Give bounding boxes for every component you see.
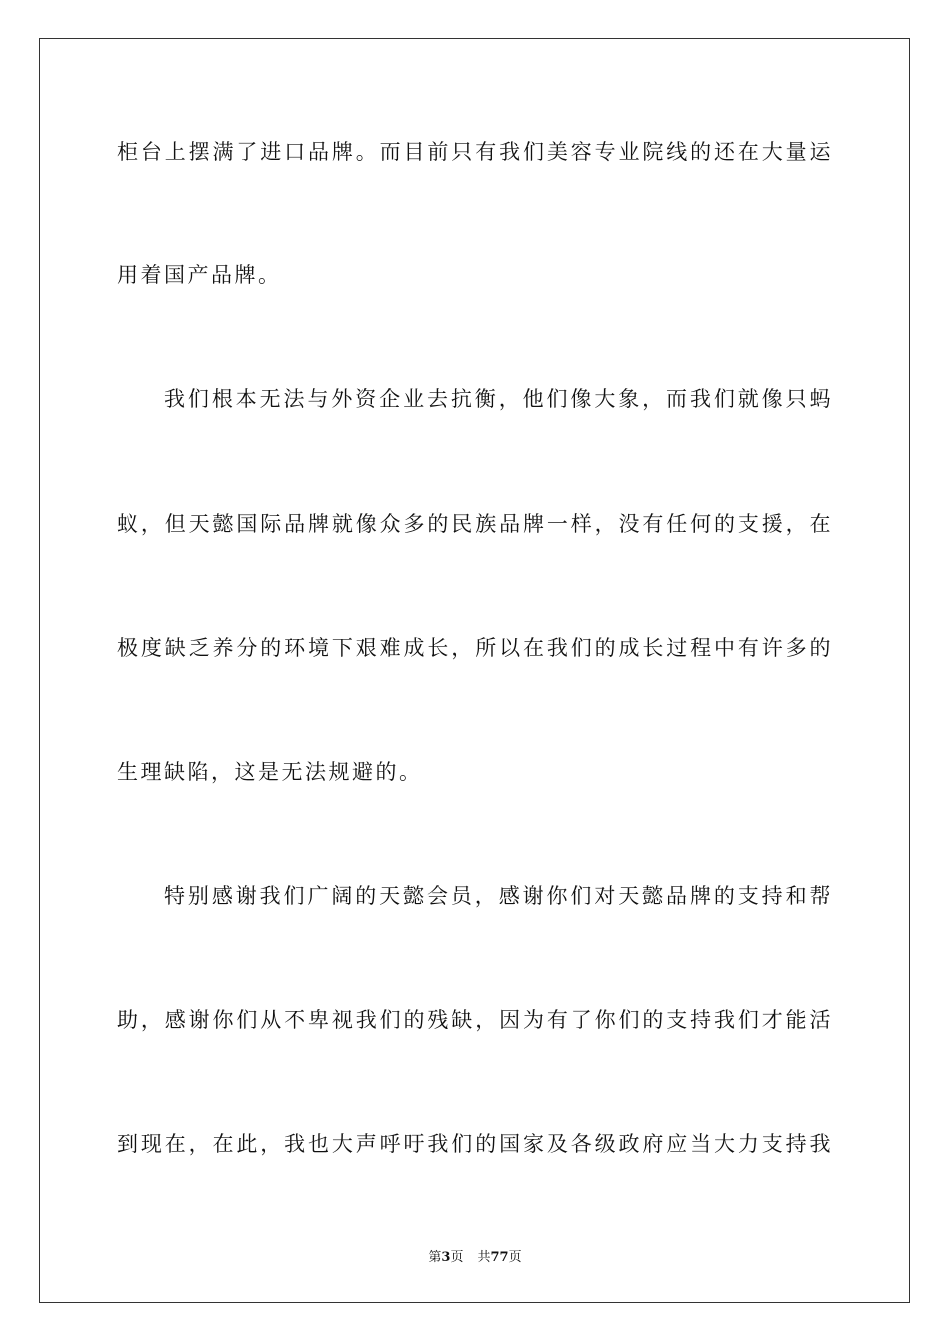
footer-total-pages: 77 xyxy=(490,1250,509,1265)
page-footer xyxy=(0,1246,950,1265)
footer-total-prefix: 共 xyxy=(477,1250,491,1265)
text-line: 柜台上摆满了进口品牌。而目前只有我们美容专业院线的还在大量运 xyxy=(117,140,833,164)
page-frame xyxy=(39,38,910,1303)
text-line: 特别感谢我们广阔的天懿会员，感谢你们对天懿品牌的支持和帮 xyxy=(164,884,833,908)
text-line: 助，感谢你们从不卑视我们的残缺，因为有了你们的支持我们才能活 xyxy=(117,1008,833,1032)
text-line: 用着国产品牌。 xyxy=(117,263,282,287)
text-line: 我们根本无法与外资企业去抗衡，他们像大象，而我们就像只蚂 xyxy=(164,387,833,411)
text-line: 到现在，在此，我也大声呼吁我们的国家及各级政府应当大力支持我 xyxy=(117,1132,833,1156)
footer-page-suffix: 页 xyxy=(450,1250,464,1265)
footer-page-prefix: 第 xyxy=(428,1250,442,1265)
text-line: 极度缺乏养分的环境下艰难成长，所以在我们的成长过程中有许多的 xyxy=(117,636,833,660)
footer-page-number: 3 xyxy=(441,1250,451,1265)
footer-total-suffix: 页 xyxy=(508,1250,522,1265)
text-line: 蚁，但天懿国际品牌就像众多的民族品牌一样，没有任何的支援，在 xyxy=(117,512,833,536)
text-line: 生理缺陷，这是无法规避的。 xyxy=(117,760,423,784)
